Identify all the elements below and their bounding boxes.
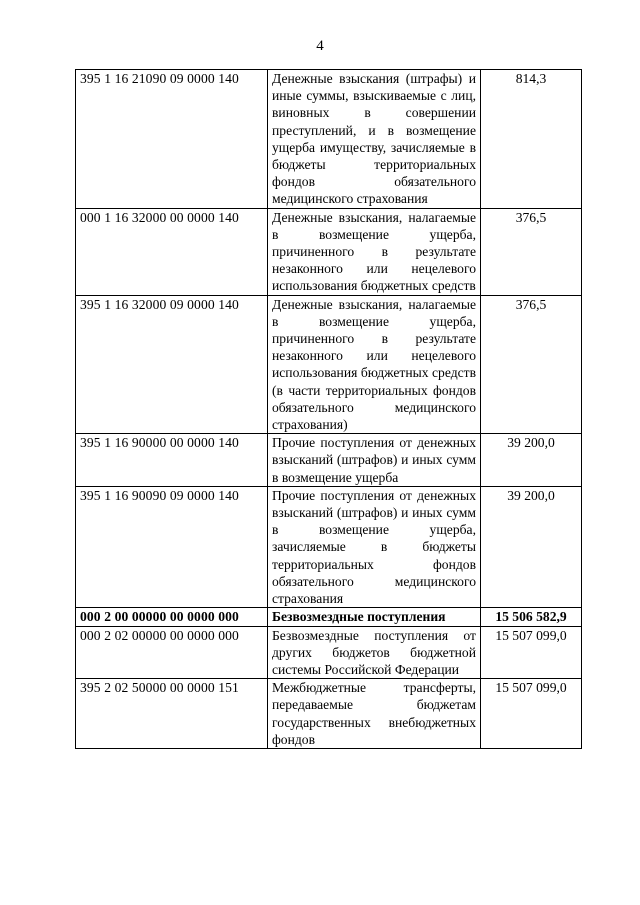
revenue-amount: 15 507 099,0 [481, 626, 582, 679]
revenue-name: Безвозмездные поступления [268, 608, 481, 626]
revenue-name: Межбюджетные трансферты, передаваемые бюджетам государственных внебюджетных фондов [268, 679, 481, 749]
table-row [76, 70, 582, 209]
table-row [76, 626, 582, 679]
revenue-amount: 39 200,0 [481, 486, 582, 607]
table-row-total [76, 608, 582, 626]
classification-code: 000 2 00 00000 00 0000 000 [76, 608, 268, 626]
table-row [76, 486, 582, 607]
table-row [76, 208, 582, 295]
classification-code: 000 2 02 00000 00 0000 000 [76, 626, 268, 679]
revenue-amount: 39 200,0 [481, 434, 582, 487]
revenue-name: Денежные взыскания, налагаемые в возмещение ущерба, причиненного в результате незаконного или нецелевого использования бюджетных средств (в части территориальных фондов обязательного медицинского страхования) [268, 295, 481, 434]
revenue-amount: 814,3 [481, 70, 582, 209]
revenue-name: Безвозмездные поступления от других бюджетов бюджетной системы Российской Федерации [268, 626, 481, 679]
revenue-name: Прочие поступления от денежных взысканий (штрафов) и иных сумм в возмещение ущерба, зачисляемые в бюджеты территориальных фондов обязательного медицинского страхования [268, 486, 481, 607]
revenue-amount: 376,5 [481, 208, 582, 295]
table-row [76, 434, 582, 487]
table-row [76, 679, 582, 749]
table-row [76, 295, 582, 434]
revenue-amount: 376,5 [481, 295, 582, 434]
classification-code: 395 1 16 21090 09 0000 140 [76, 70, 268, 209]
revenue-amount: 15 506 582,9 [481, 608, 582, 626]
classification-code: 395 1 16 32000 09 0000 140 [76, 295, 268, 434]
classification-code: 395 1 16 90090 09 0000 140 [76, 486, 268, 607]
page-number: 4 [316, 38, 324, 54]
budget-revenue-table [75, 69, 582, 749]
revenue-name: Прочие поступления от денежных взысканий (штрафов) и иных сумм в возмещение ущерба [268, 434, 481, 487]
revenue-name: Денежные взыскания (штрафы) и иные суммы, взыскиваемые с лиц, виновных в совершении преступлений, и в возмещение ущерба имуществу, зачисляемые в бюджеты территориальных фондов обязательного медицинского страхования [268, 70, 481, 209]
revenue-name: Денежные взыскания, налагаемые в возмещение ущерба, причиненного в результате незаконного или нецелевого использования бюджетных средств [268, 208, 481, 295]
revenue-amount: 15 507 099,0 [481, 679, 582, 749]
classification-code: 000 1 16 32000 00 0000 140 [76, 208, 268, 295]
classification-code: 395 1 16 90000 00 0000 140 [76, 434, 268, 487]
classification-code: 395 2 02 50000 00 0000 151 [76, 679, 268, 749]
